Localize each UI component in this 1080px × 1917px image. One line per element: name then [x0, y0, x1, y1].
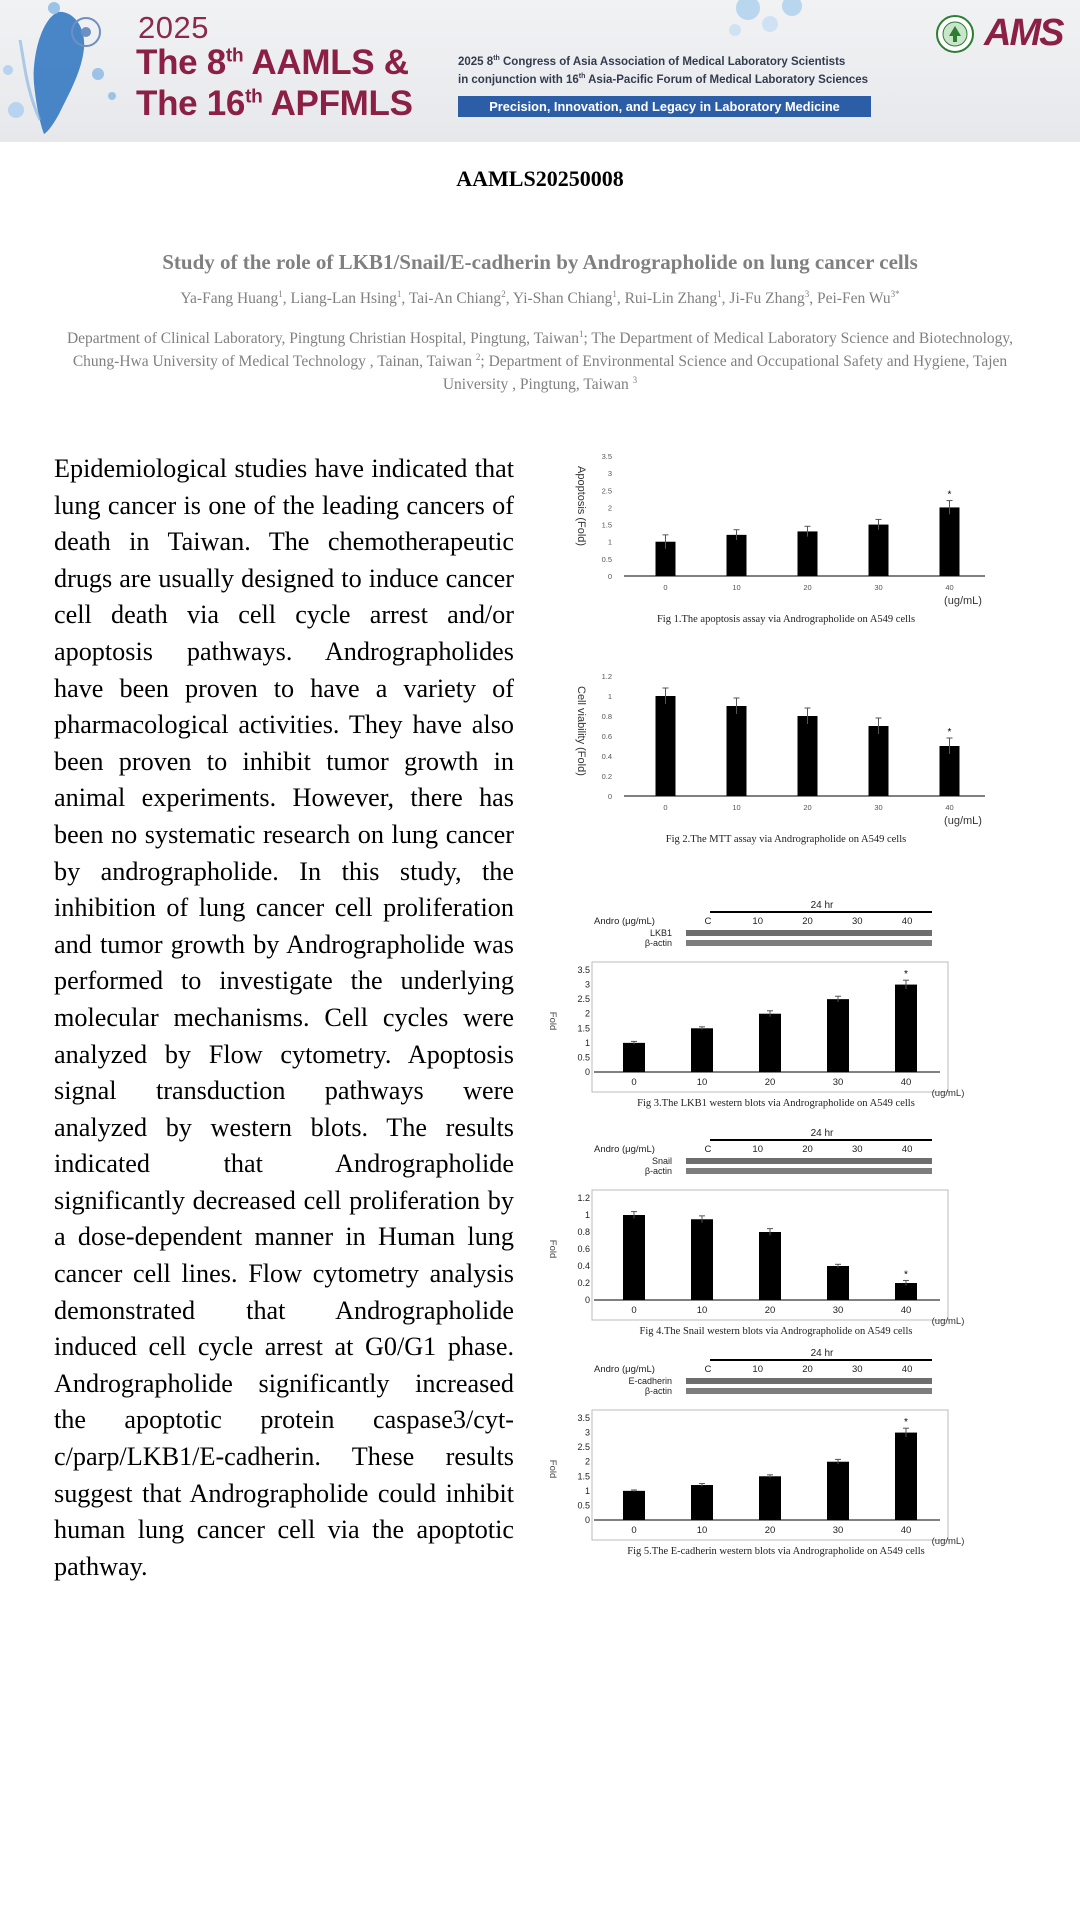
affiliation-mark: 2 — [475, 352, 481, 363]
author-name: Liang-Lan Hsing — [290, 290, 397, 308]
x-tick-label: 10 — [696, 1305, 708, 1316]
blot-band-label: β-actin — [644, 1386, 672, 1396]
significance-marker: * — [904, 969, 908, 981]
blot-lane-label: 10 — [752, 916, 763, 927]
x-tick-label: 10 — [696, 1525, 708, 1536]
x-tick-label: 30 — [874, 803, 883, 812]
bar — [940, 507, 960, 576]
author-name: Ya-Fang Huang — [180, 290, 279, 308]
y-tick-label: 0 — [584, 1515, 590, 1525]
y-tick-label: 2 — [584, 1456, 590, 1467]
blot-band-strip — [686, 1378, 932, 1384]
abstract-text: Epidemiological studies have indicated that lung cancer is one of the leading cancers of death in Taiwan. The chemotherapeutic drugs are usually designed to induce cancer cell death via cell cycle arrest and/or apoptosis pathways. Andrographolides have been proven to have a variety of pharmacological activities. They have also been proven to inhibit tumor growth in animal experiments. However, there has been no systematic research on lung cancer by andrographolide. In this study, the inhibition of lung cancer cell proliferation and tumor growth by Andrographolide was performed to investigate the underlying molecular mechanisms. Cell cycles were analyzed by Flow cytometry. Apoptosis signal transduction pathways were analyzed by western blots. The results indicated that Andrographolide significantly decreased cell proliferation by a dose-dependent manner in Human lung cancer cell lines. Flow cytometry analysis demonstrated that Andrographolide induced cell cycle arrest at G0/G1 phase. Andrographolide significantly increased the apoptotic protein caspase3/cyt-c/parp/LKB1/E-cadherin. These results suggest that Andrographolide could inhibit human lung cancer cell via the apoptotic pathway. — [54, 454, 514, 1581]
author-affiliation-mark: 1 — [717, 289, 722, 299]
blot-band-strip — [686, 930, 932, 936]
molecule-graphic — [736, 0, 760, 20]
blot-band-label: β-actin — [644, 1166, 672, 1176]
blot-lane-label: 20 — [802, 1144, 813, 1155]
figure-caption: Fig 5.The E-cadherin western blots via Andrographolide on A549 cells — [627, 1546, 925, 1557]
x-tick-label: 30 — [874, 583, 883, 592]
bar — [895, 985, 917, 1072]
bar — [691, 1028, 713, 1072]
y-tick-label: 0.2 — [577, 1278, 590, 1288]
author-affiliation-mark: 3* — [890, 289, 900, 299]
blot-band-label: Snail — [651, 1156, 672, 1166]
bar — [759, 1014, 781, 1072]
y-axis-label: Fold — [547, 1459, 558, 1479]
affiliation-list: Department of Clinical Laboratory, Pingtung Christian Hospital, Pingtung, Taiwan$^1$; The Department of Medical Laboratory Science and Biotechnology, Chung-Hwa University of Medical Technology , Tainan, Taiwan $^2$; Department of Environmental Science and Occupational Safety and Hygiene, Tajen University , Pingtung, Taiwan $^3$ — [66, 329, 1014, 394]
significance-marker: * — [947, 727, 952, 738]
x-tick-label: 40 — [945, 583, 954, 592]
y-tick-label: 1.5 — [577, 1023, 590, 1034]
x-tick-label: 20 — [764, 1077, 776, 1088]
blot-lane-label: 10 — [752, 1364, 763, 1375]
x-tick-label: 40 — [900, 1525, 912, 1536]
figure-caption: Fig 3.The LKB1 western blots via Andrographolide on A549 cells — [637, 1098, 915, 1109]
blot-lane-label: 10 — [752, 1144, 763, 1155]
author-affiliation-mark: 3 — [804, 289, 810, 299]
figure-caption: Fig 1.The apoptosis assay via Andrographolide on A549 cells — [656, 614, 916, 625]
time-label: 24 hr — [810, 900, 834, 911]
ams-logo: AMS — [984, 12, 1063, 54]
x-tick-label: 0 — [631, 1077, 637, 1088]
blot-lane-label: 40 — [901, 916, 913, 927]
bar — [895, 1283, 917, 1300]
x-tick-label: 20 — [764, 1525, 776, 1536]
bar — [798, 531, 818, 576]
figure-caption: Fig 2.The MTT assay via Andrographolide on A549 cells — [665, 834, 907, 845]
author-name: Pei-Fen Wu — [817, 290, 891, 308]
x-tick-label: 20 — [764, 1305, 776, 1316]
y-tick-label: 2 — [584, 1008, 590, 1019]
bar — [798, 716, 818, 796]
y-tick-label: 1.5 — [577, 1471, 590, 1482]
banner-congress-line-1: 2025 8th Congress of Asia Association of Medical Laboratory Scientists — [458, 55, 846, 68]
x-tick-label: 20 — [803, 583, 812, 592]
taiwan-map-graphic — [34, 12, 84, 134]
y-tick-label: 1.5 — [601, 520, 612, 530]
significance-marker: * — [904, 1417, 908, 1429]
x-tick-label: 40 — [900, 1077, 912, 1088]
y-tick-label: 1 — [584, 1037, 590, 1048]
y-tick-label: 1 — [607, 537, 612, 547]
time-label: 24 hr — [810, 1128, 834, 1139]
author-name: Rui-Lin Zhang — [624, 290, 718, 308]
bar — [827, 1462, 849, 1520]
y-tick-label: 2.5 — [577, 994, 590, 1005]
bar — [656, 696, 676, 796]
figure-2-mtt-chart — [540, 666, 1020, 871]
banner-event-line-1: The 8th AAMLS & — [136, 43, 409, 82]
blot-band-label: β-actin — [644, 938, 672, 948]
blot-lane-label: 20 — [802, 916, 813, 927]
x-tick-label: 30 — [832, 1305, 844, 1316]
bar — [759, 1232, 781, 1300]
bar — [623, 1215, 645, 1300]
bar — [623, 1043, 645, 1072]
y-tick-label: 0 — [607, 792, 612, 801]
bar — [623, 1491, 645, 1520]
affiliation-text: Department of Clinical Laboratory, Pingtung Christian Hospital, Pingtung, Taiwan — [66, 330, 579, 348]
y-tick-label: 0 — [584, 1295, 590, 1305]
y-tick-label: 1 — [584, 1210, 590, 1220]
abstract-id: AAMLS20250008 — [456, 166, 624, 191]
y-tick-label: 0.8 — [577, 1227, 590, 1237]
blot-header-label: Andro (μg/mL) — [594, 1144, 655, 1155]
x-tick-label: 10 — [732, 583, 741, 592]
affiliation-mark: 1 — [579, 329, 584, 339]
conference-banner — [0, 0, 1080, 142]
x-tick-label: 20 — [803, 803, 812, 812]
blot-band-strip — [686, 1388, 932, 1394]
blot-lane-label: 40 — [901, 1364, 913, 1375]
author-affiliation-mark: 1 — [612, 289, 617, 299]
blot-band-label: LKB1 — [649, 928, 672, 938]
y-axis-label: Fold — [547, 1239, 558, 1259]
author-list: Ya-Fang Huang$^1$, Liang-Lan Hsing$^1$, Tai-An Chiang$^2$, Yi-Shan Chiang$^1$, Rui-Lin Zhang$^1$, Ji-Fu Zhang$^3$, Pei-Fen $Wu^{3*}$ — [180, 289, 900, 308]
blot-header-label: Andro (μg/mL) — [594, 916, 655, 927]
bar — [759, 1476, 781, 1520]
x-axis-label: (ug/mL) — [944, 815, 982, 827]
y-tick-label: 1.2 — [601, 672, 612, 681]
blot-lane-label: C — [704, 916, 712, 927]
y-tick-label: 3.5 — [577, 1413, 590, 1423]
y-tick-label: 0.5 — [577, 1500, 590, 1511]
banner-congress-line-2: in conjunction with 16th Asia-Pacific Forum of Medical Laboratory Sciences — [458, 73, 869, 86]
y-axis-label: Apoptosis (Fold) — [575, 466, 587, 547]
paper-title: Study of the role of LKB1/Snail/E-cadherin by Andrographolide on lung cancer cells — [162, 250, 918, 274]
affiliation-mark: 3 — [632, 375, 638, 386]
author-name: Tai-An Chiang — [408, 290, 502, 308]
x-tick-label: 40 — [945, 803, 954, 812]
figure-1-apoptosis-chart — [540, 446, 1020, 651]
affiliation-text: The Department of Medical Laboratory Science and Biotechnology, Chung-Hwa University of Medical Technology , Tainan, Taiwan — [72, 330, 1014, 371]
author-affiliation-mark: 1 — [278, 289, 283, 299]
x-tick-label: 10 — [732, 803, 741, 812]
blot-lane-label: C — [704, 1144, 712, 1155]
figure-3-lkb1-blot-chart — [540, 898, 1020, 1125]
x-axis-label: (ug/mL) — [944, 595, 982, 607]
x-tick-label: 10 — [696, 1077, 708, 1088]
x-tick-label: 0 — [631, 1305, 637, 1316]
x-axis-label: (ug/mL) — [931, 1088, 965, 1099]
blot-lane-label: 30 — [852, 1364, 863, 1375]
bar — [691, 1219, 713, 1300]
figure-4-snail-blot-chart — [540, 1126, 1020, 1337]
figure-caption: Fig 4.The Snail western blots via Andrographolide on A549 cells — [639, 1326, 913, 1337]
blot-lane-label: C — [704, 1364, 712, 1375]
bar — [727, 706, 747, 796]
blot-lane-label: 40 — [901, 1144, 913, 1155]
y-tick-label: 1 — [584, 1485, 590, 1496]
x-tick-label: 40 — [900, 1305, 912, 1316]
y-tick-label: 0.5 — [577, 1052, 590, 1063]
y-tick-label: 0.5 — [601, 554, 612, 564]
banner-event-line-2: The 16th APFMLS — [136, 84, 413, 123]
y-tick-label: 1.2 — [577, 1193, 590, 1203]
bar — [869, 726, 889, 796]
blot-lane-label: 20 — [802, 1364, 813, 1375]
x-axis-label: (ug/mL) — [931, 1316, 965, 1327]
bar — [691, 1485, 713, 1520]
y-tick-label: 0.8 — [601, 712, 612, 721]
bar — [895, 1433, 917, 1520]
y-tick-label: 1 — [607, 692, 612, 701]
blot-band-strip — [686, 1158, 932, 1164]
y-tick-label: 0.2 — [601, 772, 612, 781]
y-tick-label: 0.6 — [601, 732, 612, 741]
bar — [827, 1266, 849, 1300]
blot-band-strip — [686, 940, 932, 946]
bar — [727, 535, 747, 576]
significance-marker: * — [947, 489, 952, 501]
y-axis-label: Fold — [547, 1011, 558, 1031]
y-tick-label: 3 — [584, 1427, 590, 1438]
x-tick-label: 30 — [832, 1525, 844, 1536]
y-tick-label: 2.5 — [601, 486, 612, 496]
y-tick-label: 2 — [607, 503, 612, 513]
y-tick-label: 0 — [584, 1067, 590, 1077]
y-tick-label: 0.4 — [577, 1261, 590, 1271]
y-tick-label: 3.5 — [577, 965, 590, 975]
blot-band-label: E-cadherin — [628, 1376, 672, 1386]
figure-5-ecadherin-blot-chart — [540, 1346, 1020, 1557]
y-tick-label: 3 — [584, 979, 590, 990]
society-seal-logo — [935, 14, 975, 54]
author-affiliation-mark: 2 — [501, 289, 506, 299]
blot-header-label: Andro (μg/mL) — [594, 1364, 655, 1375]
time-label: 24 hr — [810, 1348, 834, 1359]
affiliation-text: Department of Environmental Science and Occupational Safety and Hygiene, Tajen University , Pingtung, Taiwan — [442, 353, 1008, 394]
banner-year: 2025 — [138, 10, 209, 45]
bar — [827, 999, 849, 1072]
bar — [869, 525, 889, 576]
x-tick-label: 30 — [832, 1077, 844, 1088]
author-name: Yi-Shan Chiang — [512, 290, 613, 308]
significance-marker: * — [904, 1269, 908, 1281]
blot-band-strip — [686, 1168, 932, 1174]
x-axis-label: (ug/mL) — [931, 1536, 965, 1547]
author-name: Ji-Fu Zhang — [729, 290, 805, 308]
y-tick-label: 3.5 — [601, 452, 612, 461]
blot-lane-label: 30 — [852, 1144, 863, 1155]
y-tick-label: 0 — [607, 572, 612, 581]
y-axis-label: Cell viability (Fold) — [575, 686, 587, 776]
y-tick-label: 3 — [607, 469, 612, 479]
x-tick-label: 0 — [631, 1525, 637, 1536]
y-tick-label: 2.5 — [577, 1442, 590, 1453]
y-tick-label: 0.6 — [577, 1244, 590, 1254]
banner-motto: Precision, Innovation, and Legacy in Laboratory Medicine — [458, 96, 871, 117]
x-tick-label: 0 — [663, 583, 668, 592]
x-tick-label: 0 — [663, 803, 668, 812]
author-affiliation-mark: 1 — [396, 289, 402, 299]
blot-lane-label: 30 — [852, 916, 863, 927]
y-tick-label: 0.4 — [601, 752, 612, 761]
